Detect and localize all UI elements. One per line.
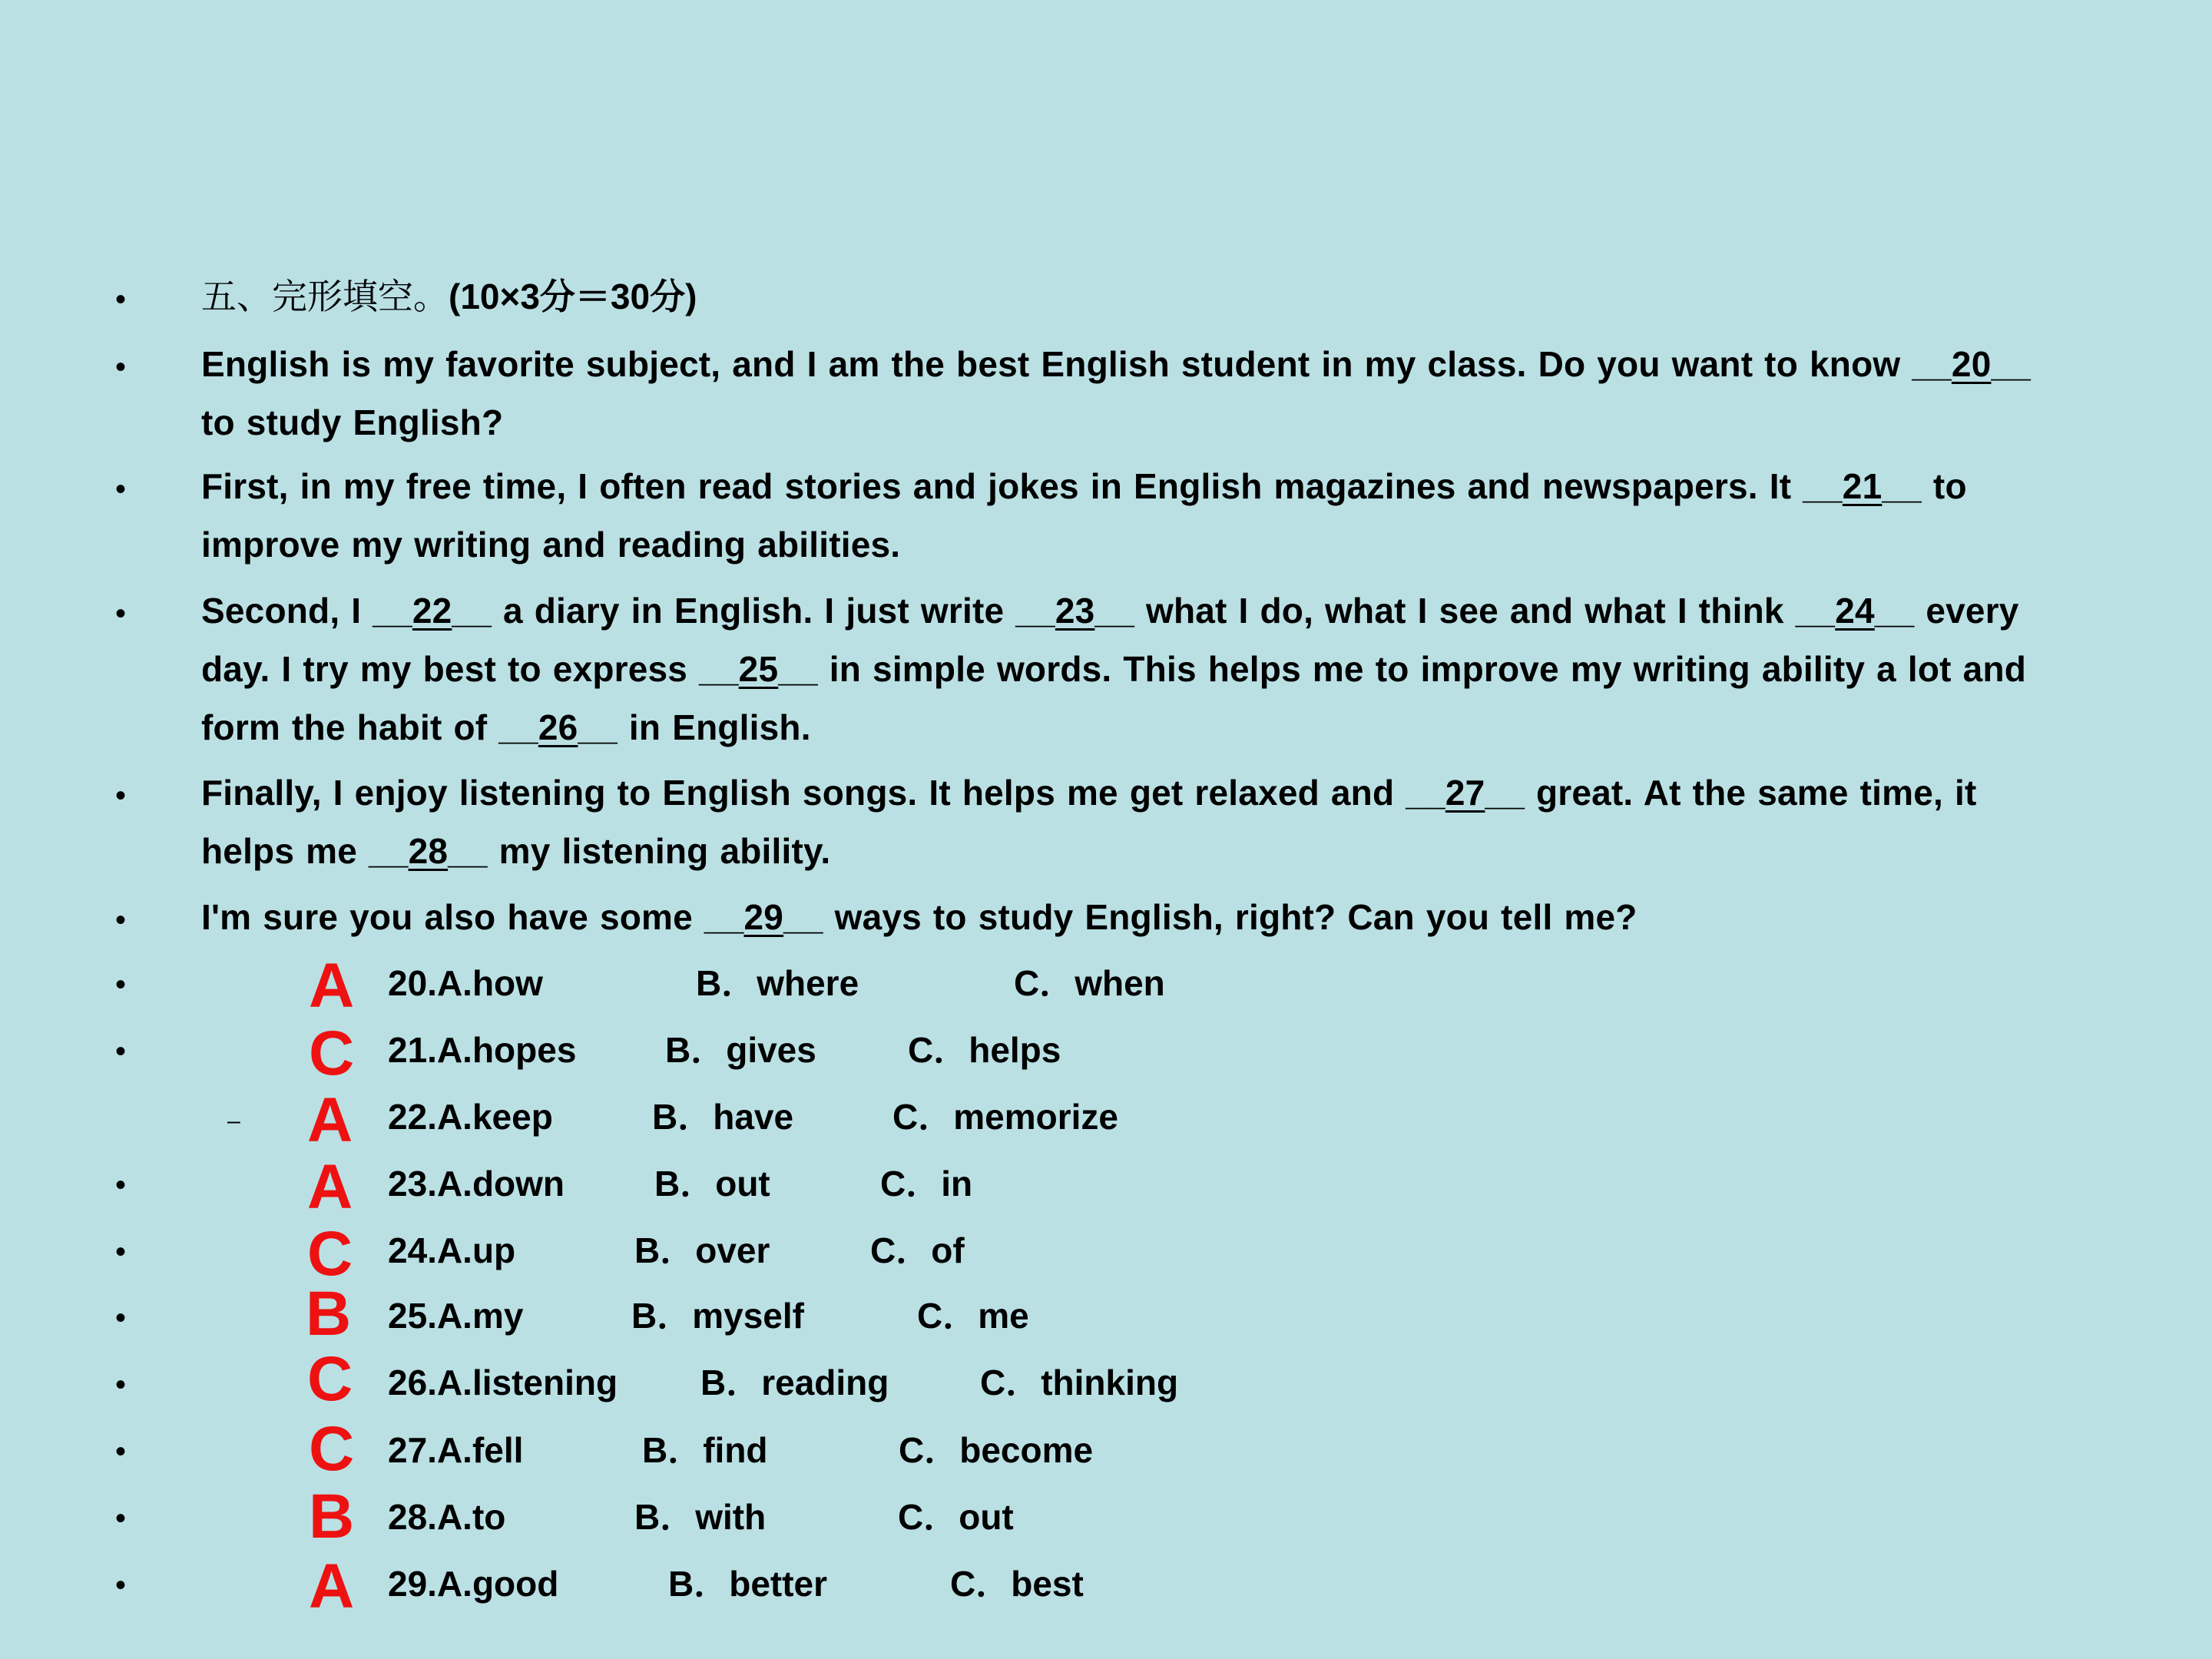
option-b: B．have — [652, 1097, 794, 1137]
answer-letter: C — [307, 1344, 353, 1414]
option-a: 24.A.up — [388, 1230, 516, 1270]
passage-text: Finally, I enjoy listening to English songs. It helps me get relaxed and __ — [201, 773, 1445, 813]
passage-text: Second, I __ — [201, 591, 412, 631]
passage-paragraph-4 — [201, 763, 2075, 880]
option-c: C．helps — [908, 1030, 1061, 1070]
passage-text: __ every day. I try my best to express __ — [201, 591, 2019, 689]
option-a: 29.A.good — [388, 1564, 559, 1604]
option-c: C．become — [899, 1430, 1094, 1470]
passage-paragraph-3 — [201, 581, 2075, 757]
option-a: 20.A.how — [388, 963, 543, 1003]
bullet-marker: • — [115, 350, 127, 384]
option-b: B．with — [634, 1497, 767, 1537]
passage-text: __ what I do, what I see and what I think __ — [1094, 591, 1836, 631]
blank-number: 27 — [1445, 773, 1485, 813]
blank-number: 21 — [1842, 466, 1883, 506]
bullet-marker: • — [115, 597, 127, 631]
blank-number: 25 — [738, 649, 779, 689]
passage-text: I'm sure you also have some __ — [201, 897, 744, 937]
answer-letter: B — [306, 1279, 352, 1349]
bullet-marker: • — [115, 1168, 127, 1202]
passage-paragraph-5 — [201, 888, 2075, 946]
bullet-marker: • — [115, 903, 127, 937]
option-c: C．thinking — [980, 1363, 1179, 1402]
option-c: C．in — [880, 1164, 973, 1204]
answer-letter: B — [309, 1482, 355, 1551]
passage-text: __ in simple words. This helps me to improve my writing ability a lot and form the habit of __ — [201, 649, 2027, 747]
bullet-marker: • — [115, 1235, 127, 1269]
option-c: C．out — [898, 1497, 1014, 1537]
blank-number: 26 — [538, 707, 578, 747]
option-a: 27.A.fell — [388, 1430, 524, 1470]
option-a: 25.A.my — [388, 1296, 524, 1336]
section-title — [201, 267, 697, 326]
option-a: 26.A.listening — [388, 1363, 618, 1402]
answer-letter: A — [307, 1085, 353, 1155]
bullet-marker: • — [115, 472, 127, 506]
blank-number: 29 — [743, 897, 784, 937]
bullet-marker: • — [115, 1301, 127, 1335]
bullet-marker: • — [115, 1035, 127, 1068]
passage-text: __ to improve my writing and reading abilities. — [201, 466, 1967, 565]
passage-text: __ to study English? — [201, 344, 2032, 442]
answer-letter: C — [307, 1219, 353, 1289]
option-c: C．memorize — [892, 1097, 1118, 1137]
bullet-marker: • — [115, 779, 127, 813]
blank-number: 24 — [1835, 591, 1875, 631]
option-b: B．out — [654, 1164, 770, 1204]
option-a: 28.A.to — [388, 1497, 506, 1537]
option-a: 21.A.hopes — [388, 1030, 577, 1070]
dash-marker: – — [227, 1108, 240, 1134]
passage-text: English is my favorite subject, and I am the best English student in my class. Do you want to know __ — [201, 344, 1952, 384]
section-title-cn: 五、完形填空。 — [201, 276, 449, 317]
answer-letter: A — [307, 1152, 353, 1222]
passage-text: __ my listening ability. — [448, 831, 831, 871]
passage-paragraph-2 — [201, 457, 2075, 574]
option-b: B．where — [696, 963, 859, 1003]
answer-letter: A — [309, 1551, 355, 1621]
bullet-marker: • — [115, 1568, 127, 1602]
option-c: C．when — [1014, 963, 1165, 1003]
option-c: C．best — [950, 1564, 1084, 1604]
answer-letter: C — [309, 1414, 355, 1484]
option-b: B．find — [642, 1430, 768, 1470]
option-b: B．gives — [665, 1030, 816, 1070]
option-a: 23.A.down — [388, 1164, 565, 1204]
bullet-marker: • — [115, 1435, 127, 1469]
blank-number: 28 — [408, 831, 449, 871]
section-title-score: (10×3分＝30分) — [449, 276, 697, 316]
answer-letter: C — [309, 1018, 355, 1088]
passage-text: __ great. At the same time, it helps me __ — [201, 773, 1977, 871]
bullet-marker: • — [115, 283, 127, 316]
bullet-marker: • — [115, 968, 127, 1002]
passage-text: __ ways to study English, right? Can you tell me? — [783, 897, 1637, 937]
blank-number: 22 — [412, 591, 452, 631]
option-b: B．over — [634, 1230, 770, 1270]
passage-text: __ a diary in English. I just write __ — [452, 591, 1055, 631]
passage-paragraph-1 — [201, 335, 2075, 452]
bullet-marker: • — [115, 1502, 127, 1535]
passage-text: First, in my free time, I often read stories and jokes in English magazines and newspapers. It __ — [201, 466, 1843, 506]
option-c: C．me — [917, 1296, 1029, 1336]
option-b: B．myself — [631, 1296, 804, 1336]
option-b: B．reading — [700, 1363, 889, 1402]
option-c: C．of — [870, 1230, 965, 1270]
blank-number: 20 — [1951, 344, 1992, 384]
passage-text: __ in English. — [578, 707, 811, 747]
option-b: B．better — [668, 1564, 828, 1604]
answer-letter: A — [309, 951, 355, 1021]
bullet-marker: • — [115, 1368, 127, 1402]
blank-number: 23 — [1055, 591, 1095, 631]
option-a: 22.A.keep — [388, 1097, 553, 1137]
